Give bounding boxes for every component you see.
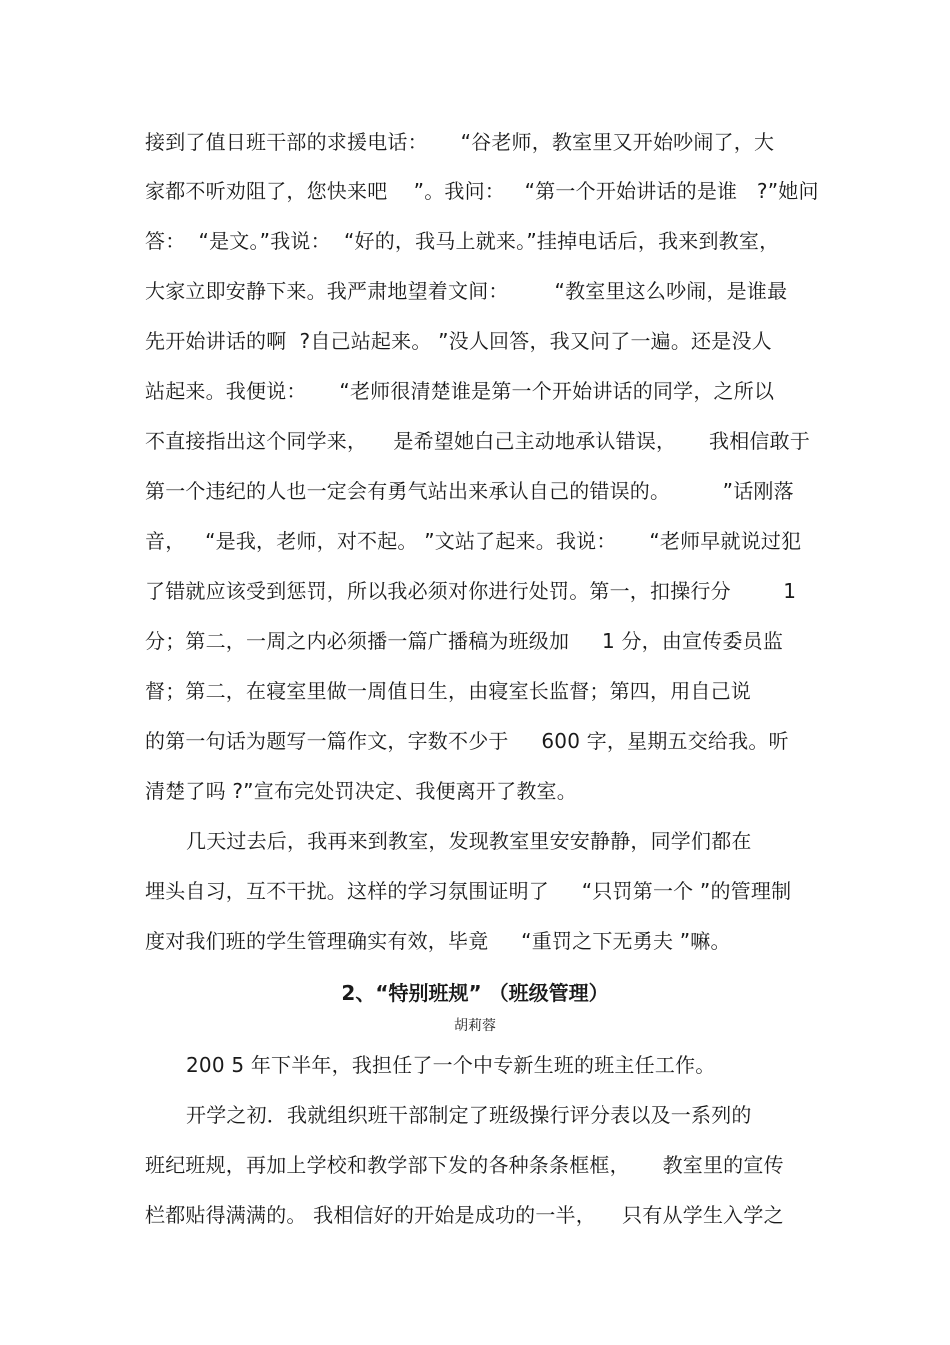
paragraph-line: 家都不听劝阻了，您快来吧 ”。我问： “第一个开始讲话的是谁 ?”她问 bbox=[145, 179, 819, 203]
paragraph-line: 站起来。我便说： “老师很清楚谁是第一个开始讲话的同学，之所以 bbox=[145, 379, 775, 403]
paragraph-line: 先开始讲话的啊 ?自己站起来。 ”没人回答，我又问了一遍。还是没人 bbox=[145, 329, 772, 353]
paragraph-line: 的第一句话为题写一篇作文，字数不少于 600 字，星期五交给我。听 bbox=[145, 729, 789, 753]
paragraph-line: 200 5 年下半年，我担任了一个中专新生班的班主任工作。 bbox=[186, 1053, 716, 1077]
section-heading: 2、“特别班规” （班级管理） bbox=[341, 981, 609, 1005]
paragraph-line: 几天过去后，我再来到教室，发现教室里安安静静，同学们都在 bbox=[186, 829, 752, 853]
paragraph-line: 第一个违纪的人也一定会有勇气站出来承认自己的错误的。 ”话刚落 bbox=[145, 479, 794, 503]
paragraph-line: 分；第二，一周之内必须播一篇广播稿为班级加 1 分，由宣传委员监 bbox=[145, 629, 784, 653]
paragraph-line: 度对我们班的学生管理确实有效，毕竟 “重罚之下无勇夫 ”嘛。 bbox=[145, 929, 731, 953]
paragraph-line: 不直接指出这个同学来， 是希望她白己主动地承认错误， 我相信敢于 bbox=[145, 429, 811, 453]
paragraph-line: 埋头自习，互不干扰。这样的学习氛围证明了 “只罚第一个 ”的管理制 bbox=[145, 879, 792, 903]
author-name: 胡莉蓉 bbox=[454, 1018, 496, 1034]
paragraph-line: 大家立即安静下来。我严肃地望着文间： “教室里这么吵闹，是谁最 bbox=[145, 279, 788, 303]
paragraph-line: 班纪班规，再加上学校和教学部下发的各种条条框框， 教室里的宣传 bbox=[145, 1153, 784, 1177]
paragraph-line: 了错就应该受到惩罚，所以我必须对你进行处罚。第一，扣操行分 1 bbox=[145, 579, 797, 603]
paragraph-line: 答： “是文。”我说： “好的，我马上就来。”挂掉电话后，我来到教室， bbox=[145, 229, 780, 253]
paragraph-line: 音， “是我，老师，对不起。 ”文站了起来。我说： “老师早就说过犯 bbox=[145, 529, 802, 553]
paragraph-line: 清楚了吗 ?”宣布完处罚决定、我便离开了教室。 bbox=[145, 779, 577, 803]
paragraph-line: 栏都贴得满满的。 我相信好的开始是成功的一半， 只有从学生入学之 bbox=[145, 1203, 784, 1227]
paragraph-line: 开学之初．我就组织班干部制定了班级操行评分表以及一系列的 bbox=[186, 1103, 752, 1127]
paragraph-line: 接到了值日班干部的求援电话： “谷老师，教室里又开始吵闹了，大 bbox=[145, 130, 775, 154]
paragraph-line: 督；第二，在寝室里做一周值日生，由寝室长监督；第四，用自己说 bbox=[145, 679, 751, 703]
